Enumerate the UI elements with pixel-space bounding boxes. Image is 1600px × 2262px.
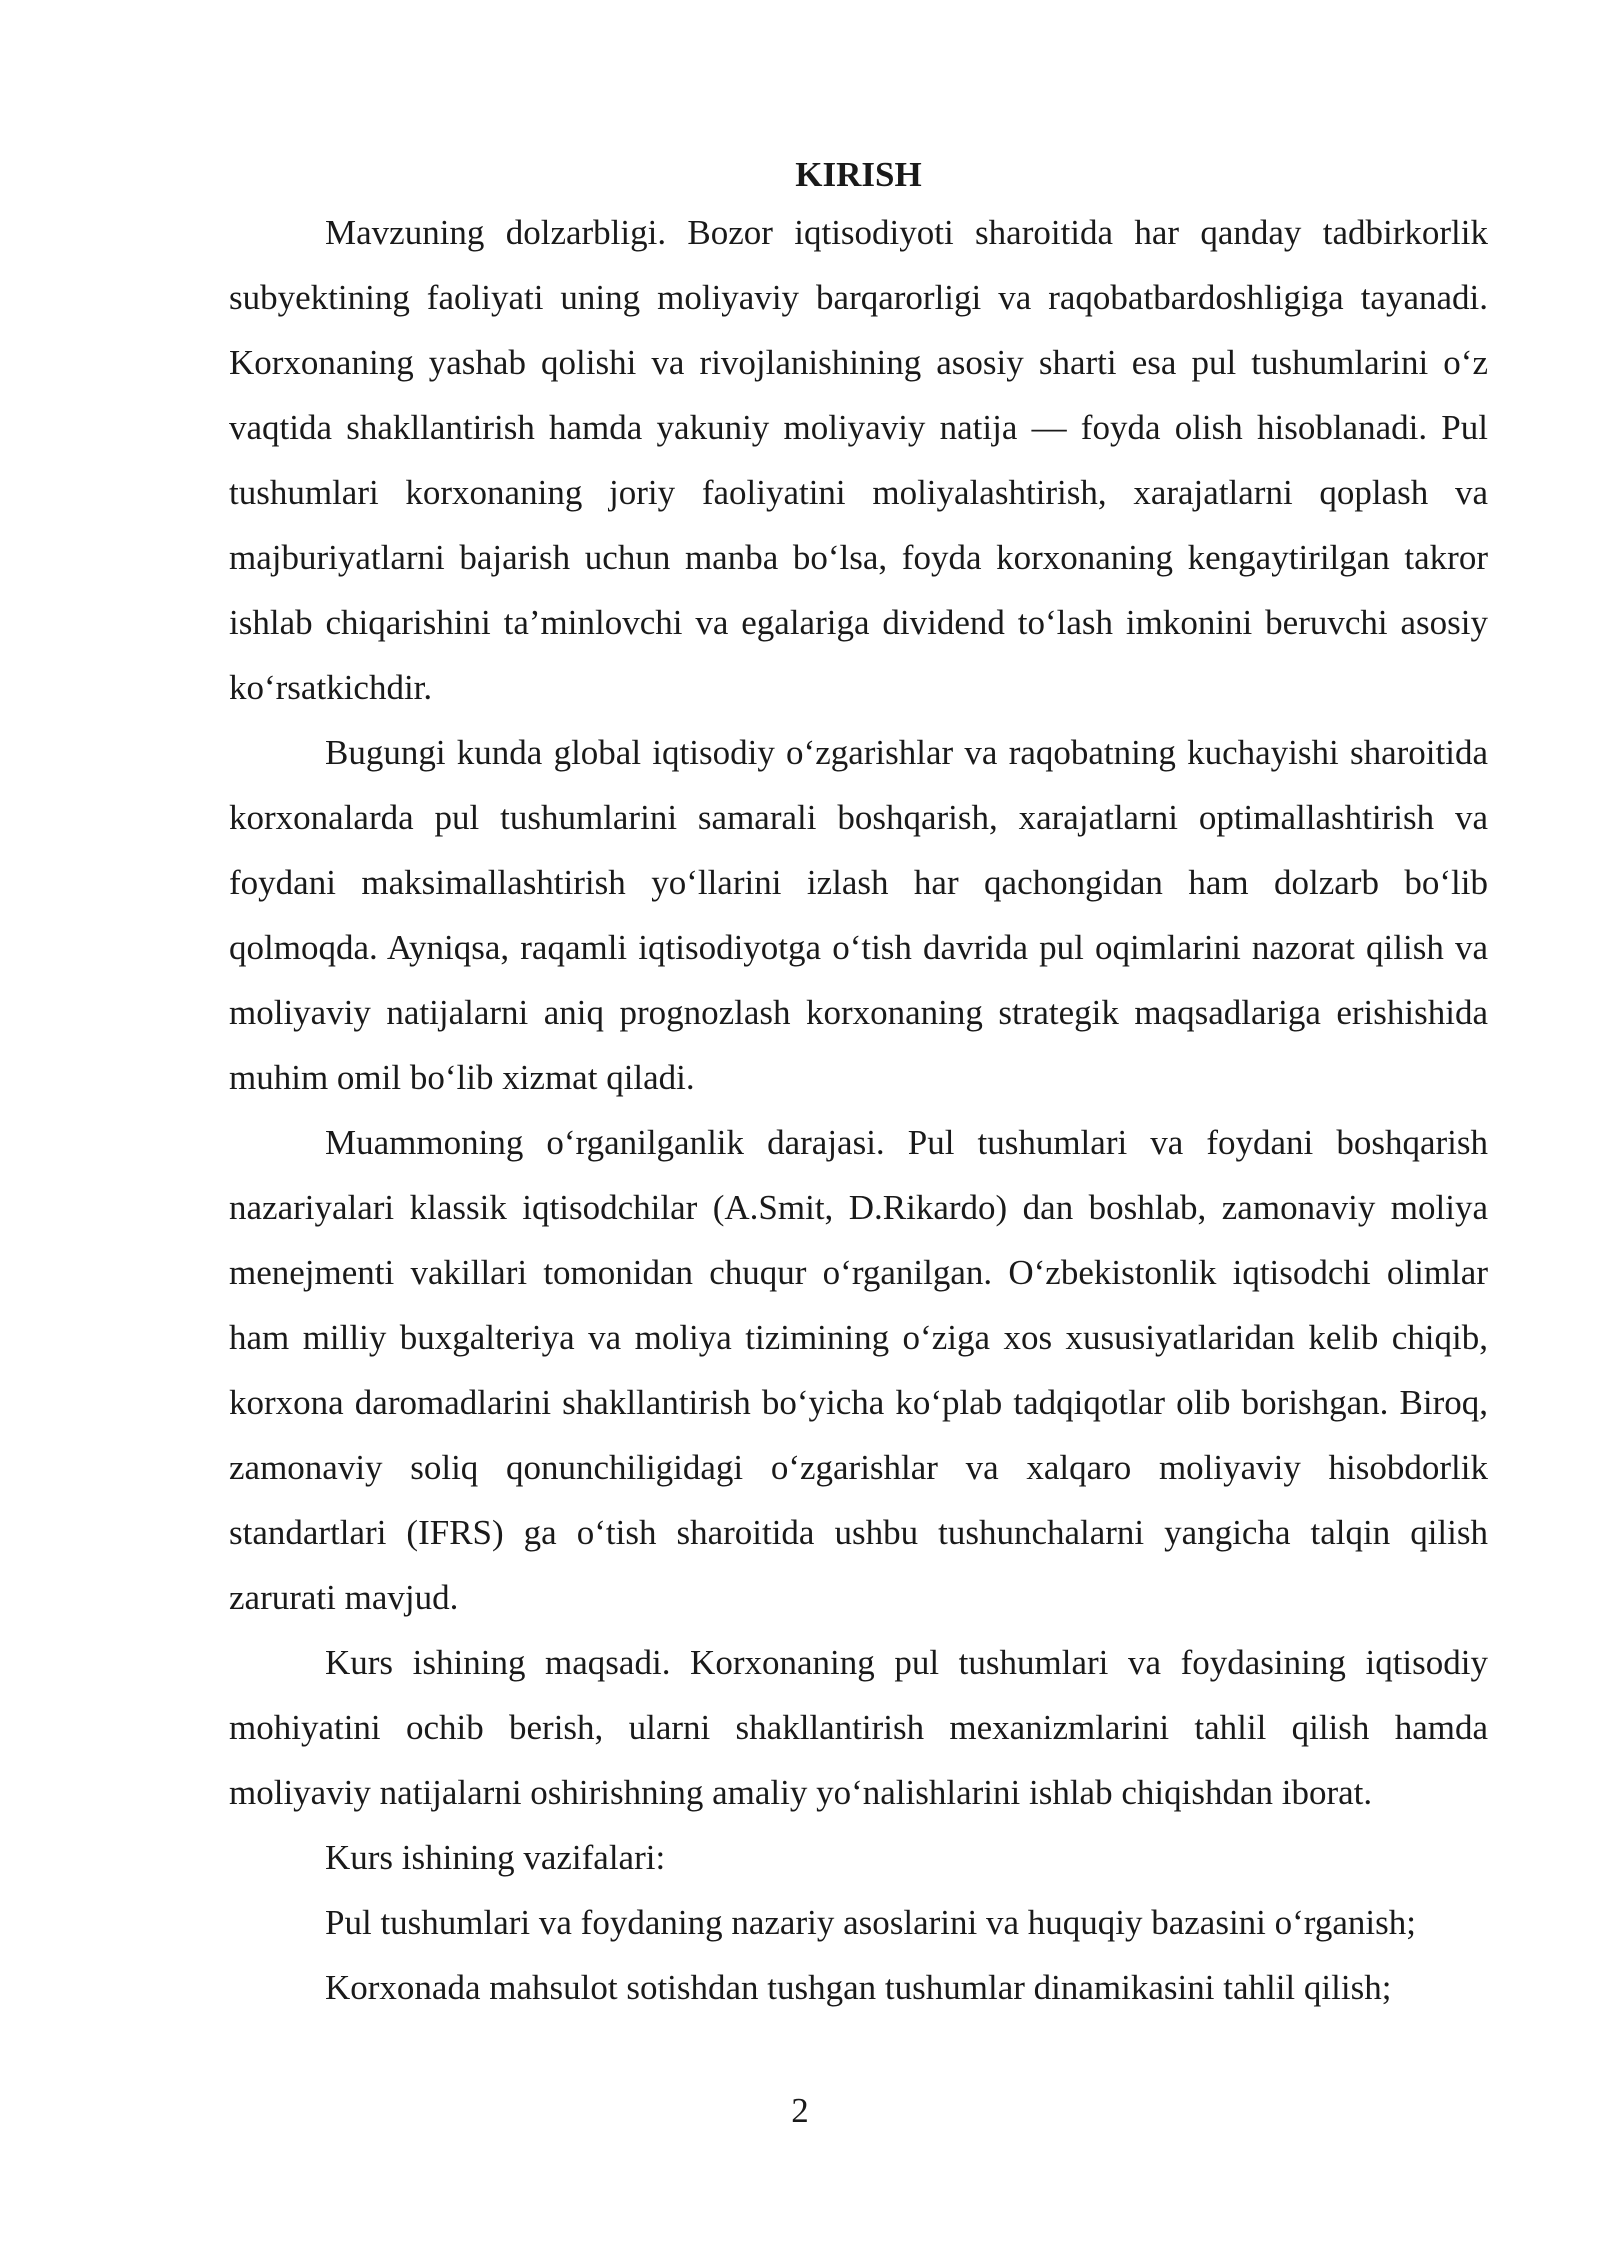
page-heading: KIRISH xyxy=(795,155,922,194)
paragraph-current-situation: Bugungi kunda global iqtisodiy o‘zgarishlar va raqobatning kuchayishi sharoitida korxonalarda pul tushumlarini samarali boshqarish, xarajatlarni optimallashtirish va foydani maksimallashtirish yo‘llarini izlash har qachongidan ham dolzarb bo‘lib qolmoqda. Ayniqsa, raqamli iqtisodiyotga o‘tish davrida pul oqimlarini nazorat qilish va moliyaviy natijalarni aniq prognozlash korxonaning strategik maqsadlariga erishishida muhim omil bo‘lib xizmat qiladi. xyxy=(229,733,1488,1097)
paragraph-tasks-heading: Kurs ishining vazifalari: xyxy=(325,1838,666,1877)
page-number: 2 xyxy=(791,2091,809,2130)
paragraph-task-1: Pul tushumlari va foydaning nazariy asoslarini va huquqiy bazasini o‘rganish; xyxy=(325,1903,1416,1942)
paragraph-research-level: Muammoning o‘rganilganlik darajasi. Pul tushumlari va foydani boshqarish nazariyalari klassik iqtisodchilar (A.Smit, D.Rikardo) dan boshlab, zamonaviy moliya menejmenti vakillari tomonidan chuqur o‘rganilgan. O‘zbekistonlik iqtisodchi olimlar ham milliy buxgalteriya va moliya tizimining o‘ziga xos xususiyatlaridan kelib chiqib, korxona daromadlarini shakllantirish bo‘yicha ko‘plab tadqiqotlar olib borishgan. Biroq, zamonaviy soliq qonunchiligidagi o‘zgarishlar va xalqaro moliyaviy hisobdorlik standartlari (IFRS) ga o‘tish sharoitida ushbu tushunchalarni yangicha talqin qilish zarurati mavjud. xyxy=(229,1123,1488,1617)
paragraph-relevance: Mavzuning dolzarbligi. Bozor iqtisodiyoti sharoitida har qanday tadbirkorlik subyektining faoliyati uning moliyaviy barqarorligi va raqobatbardoshligiga tayanadi. Korxonaning yashab qolishi va rivojlanishining asosiy sharti esa pul tushumlarini o‘z vaqtida shakllantirish hamda yakuniy moliyaviy natija — foyda olish hisoblanadi. Pul tushumlari korxonaning joriy faoliyatini moliyalashtirish, xarajatlarni qoplash va majburiyatlarni bajarish uchun manba bo‘lsa, foyda korxonaning kengaytirilgan takror ishlab chiqarishini ta’minlovchi va egalariga dividend to‘lash imkonini beruvchi asosiy ko‘rsatkichdir. xyxy=(229,213,1488,707)
page-body xyxy=(229,150,1488,2020)
paragraph-task-2: Korxonada mahsulot sotishdan tushgan tushumlar dinamikasini tahlil qilish; xyxy=(325,1968,1392,2007)
paragraph-goal: Kurs ishining maqsadi. Korxonaning pul tushumlari va foydasining iqtisodiy mohiyatini ochib berish, ularni shakllantirish mexanizmlarini tahlil qilish hamda moliyaviy natijalarni oshirishning amaliy yo‘nalishlarini ishlab chiqishdan iborat. xyxy=(229,1643,1488,1812)
